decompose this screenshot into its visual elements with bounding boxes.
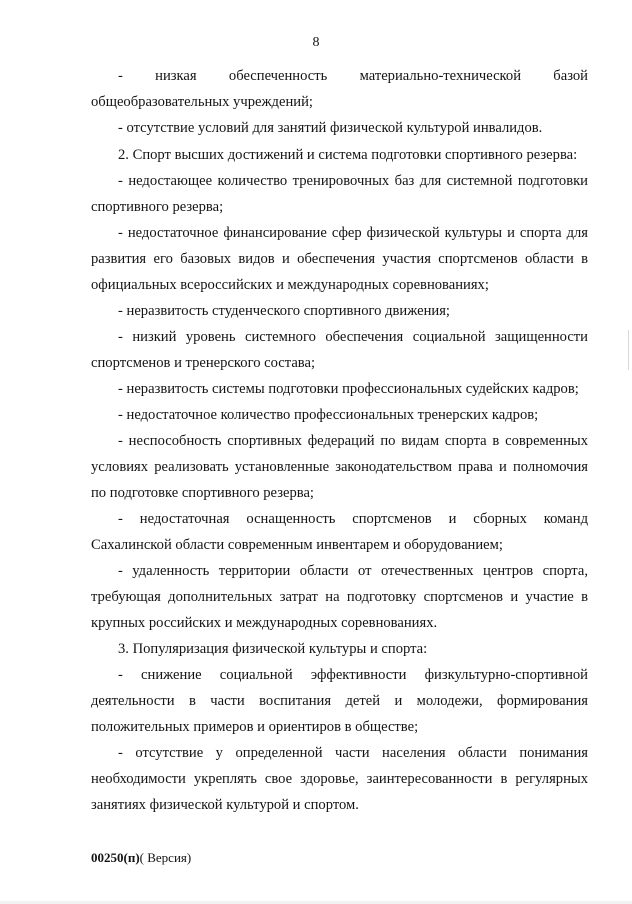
section-heading: 3. Популяризация физической культуры и спорта: [118,641,428,657]
page-number: 8 [312,35,320,50]
text-line: - недостаточное количество профессиональных тренерских кадров; [118,407,539,423]
document-version: ( Версия) [139,850,192,865]
text-line: - отсутствие у определенной части населения области понимания [118,745,588,761]
text-line: - низкий уровень системного обеспечения социальной защищенности [118,329,588,345]
text-line: условиях реализовать установленные законодательством права и полномочия [91,459,588,475]
text-line: - недостаточное финансирование сфер физической культуры и спорта для [118,225,588,241]
text-line: - неразвитость студенческого спортивного движения; [118,303,450,319]
text-line: официальных всероссийских и международных соревнованиях; [91,277,489,293]
text-line: Сахалинской области современным инвентарем и оборудованием; [91,537,503,553]
section-heading: 2. Спорт высших достижений и система подготовки спортивного резерва: [118,147,578,163]
text-line: требующая дополнительных затрат на подготовку спортсменов и участие в [91,589,588,605]
text-line: развития его базовых видов и обеспечения участия спортсменов области в [91,251,588,267]
text-line: положительных примеров и ориентиров в обществе; [91,719,419,735]
text-line: спортивного резерва; [91,199,224,215]
text-line: - неспособность спортивных федераций по видам спорта в современных [118,433,588,449]
text-line: - отсутствие условий для занятий физической культурой инвалидов. [118,120,543,136]
text-line: общеобразовательных учреждений; [91,94,313,110]
text-line: - неразвитость системы подготовки профессиональных судейских кадров; [118,381,579,397]
text-line: крупных российских и международных соревнованиях. [91,615,438,631]
text-line: - удаленность территории области от отечественных центров спорта, [118,563,588,579]
text-line: - недостаточная оснащенность спортсменов и сборных команд [118,511,588,527]
text-line: по подготовке спортивного резерва; [91,485,314,501]
text-line: - недостающее количество тренировочных баз для системной подготовки [118,173,588,189]
text-line: необходимости укреплять свое здоровье, заинтересованности в регулярных [91,771,588,787]
text-line: деятельности в части воспитания детей и молодежи, формирования [91,693,588,709]
text-line: спортсменов и тренерского состава; [91,355,316,371]
text-line: занятиях физической культурой и спортом. [91,797,359,813]
scan-artifact [628,330,629,370]
document-code: 00250(п) [91,850,140,865]
document-footer [91,850,191,866]
text-line: - низкая обеспеченность материально-технической базой [118,68,588,84]
text-line: - снижение социальной эффективности физкультурно-спортивной [118,667,588,683]
